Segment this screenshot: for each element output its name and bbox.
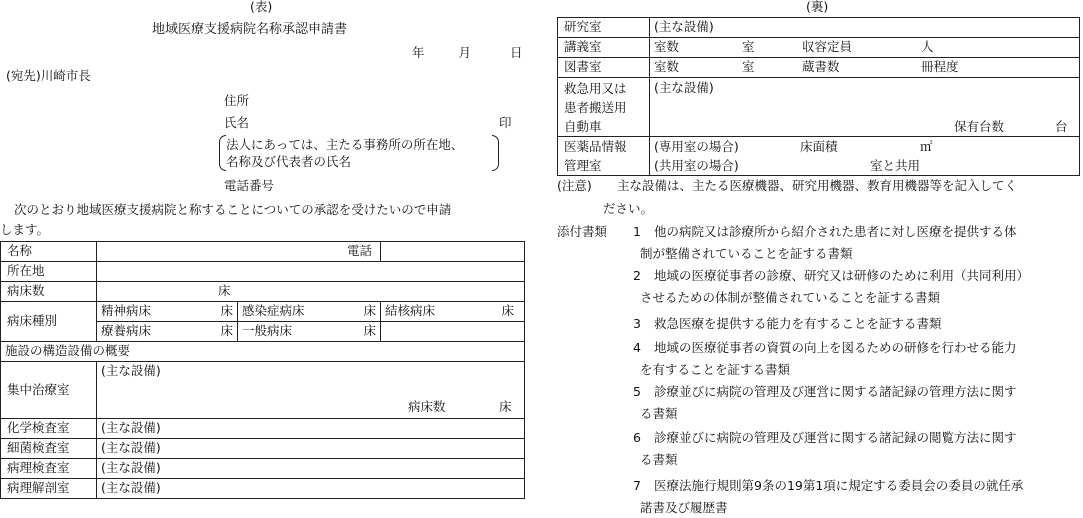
note-line1: 主な設備は、主たる医療機器、研究用機器、教育用機器等を記入してく (617, 178, 1018, 193)
attachment-line2: る書類 (640, 452, 678, 467)
bact-lab-label: 細菌検査室 (1, 439, 97, 459)
date-line (412, 47, 523, 60)
location-label: 所在地 (1, 262, 97, 282)
attachment-line1: 診療並びに病院の管理及び運営に関する諸記録の管理方法に関す (654, 384, 1017, 399)
body-text-line1: 次のとおり地域医療支援病院と称することについての承認を受けたいので申請 (14, 202, 452, 217)
attachment-line2: させるための体制が整備されていることを証する書類 (640, 290, 941, 305)
attachment-number: 4 (633, 340, 641, 355)
icu-beds-unit: 床 (499, 399, 512, 414)
note-line2: ださい。 (603, 201, 654, 216)
chem-lab-label: 化学検査室 (1, 419, 97, 439)
location-cell[interactable] (97, 262, 525, 282)
library-label: 図書室 (558, 58, 650, 78)
ambulance-label: 救急用又は 患者搬送用 自動車 (558, 78, 650, 137)
icu-cell[interactable] (97, 362, 525, 419)
front-table (0, 241, 525, 499)
attachment-line1: 地域の医療従事者の資質の向上を図るための研修を行わせる能力 (654, 340, 1017, 355)
blank-cell (381, 322, 525, 342)
body-text-line2: します。 (0, 222, 50, 237)
lecture-cell[interactable]: 室数 室 収容定員 人 (650, 38, 1080, 58)
drug-info-label: 医薬品情報 管理室 (558, 137, 650, 176)
attachment-line1: 医療法施行規則第9条の19第1項に規定する委員会の委員の就任承 (654, 478, 1024, 493)
ambulance-equipment: (主な設備) (654, 80, 714, 95)
attachment-line2: 制が整備されていることを証する書類 (640, 246, 853, 261)
beds-cell[interactable] (97, 282, 525, 302)
applicant-address: 住所 (224, 93, 250, 108)
addressee: (宛先)川崎市長 (6, 68, 91, 83)
attachment-number: 3 (633, 316, 641, 331)
attachment-line2: を有することを証する書類 (640, 362, 791, 377)
attachment-line2: 諾書及び履歴書 (640, 500, 728, 515)
bed-types-label: 病床種別 (1, 302, 97, 342)
longterm-cell[interactable]: 療養病床 床 (97, 322, 238, 342)
form-title: 地域医療支援病院名称承認申請書 (152, 22, 348, 37)
research-cell[interactable]: (主な設備) (650, 18, 1080, 38)
date-year: 年 (412, 45, 425, 60)
back-side-label: (裏) (806, 0, 829, 14)
attachment-number: 6 (633, 430, 641, 445)
attachment-number: 5 (633, 384, 641, 399)
date-month: 月 (458, 45, 472, 60)
back-table (557, 17, 1080, 176)
phone-label: 電話 (346, 243, 372, 258)
icu-beds-label: 病床数 (408, 399, 446, 414)
autopsy-cell[interactable]: (主な設備) (97, 479, 525, 499)
lecture-label: 講義室 (558, 38, 650, 58)
bed-unit: 床 (218, 283, 231, 299)
attachment-number: 7 (633, 478, 641, 493)
autopsy-label: 病理解剖室 (1, 479, 97, 499)
corp-note-line2: 名称及び代表者の氏名 (226, 154, 352, 169)
icu-equipment: (主な設備) (101, 363, 161, 378)
front-side-label: (表) (250, 0, 273, 14)
icu-label: 集中治療室 (1, 362, 97, 419)
applicant-name: 氏名 (224, 115, 250, 130)
bracket-left (219, 135, 226, 171)
tb-cell[interactable]: 結核病床 床 (381, 302, 525, 322)
chem-lab-cell[interactable]: (主な設備) (97, 419, 525, 439)
ambulance-cell[interactable] (650, 78, 1080, 137)
attachment-line1: 他の病院又は診療所から紹介された患者に対し医療を提供する体 (654, 224, 1017, 239)
infect-cell[interactable]: 感染症病床 床 (238, 302, 381, 322)
name-label: 名称 (1, 242, 97, 262)
note-label: (注意) (557, 178, 592, 193)
general-cell[interactable]: 一般病床 床 (238, 322, 381, 342)
attachment-number: 1 (633, 224, 641, 239)
path-lab-cell[interactable]: (主な設備) (97, 459, 525, 479)
name-cell[interactable] (97, 242, 381, 262)
attachment-line1: 地域の医療従事者の診療、研究又は研修のために利用（共同利用） (654, 268, 1030, 283)
vehicle-unit: 台 (1055, 119, 1068, 134)
research-label: 研究室 (558, 18, 650, 38)
phone-cell[interactable] (381, 242, 525, 262)
owned-count-label: 保有台数 (954, 119, 1005, 134)
applicant-phone: 電話番号 (224, 178, 275, 193)
attachment-line1: 救急医療を提供する能力を有することを証する書類 (654, 316, 942, 331)
beds-label: 病床数 (1, 282, 97, 302)
date-day: 日 (510, 45, 523, 60)
attachments-label: 添付書類 (557, 224, 608, 239)
seal-mark: 印 (499, 115, 512, 130)
bracket-right (492, 135, 499, 171)
drug-info-cell[interactable]: (専用室の場合) 床面積 ㎡ (共用室の場合) 室と共用 (650, 137, 1080, 176)
path-lab-label: 病理検査室 (1, 459, 97, 479)
attachment-number: 2 (633, 268, 641, 283)
bact-lab-cell[interactable]: (主な設備) (97, 439, 525, 459)
attachment-line2: る書類 (640, 406, 678, 421)
library-cell[interactable]: 室数 室 蔵書数 冊程度 (650, 58, 1080, 78)
facility-header: 施設の構造設備の概要 (1, 342, 525, 362)
psych-cell[interactable]: 精神病床 床 (97, 302, 238, 322)
attachment-line1: 診療並びに病院の管理及び運営に関する諸記録の閲覧方法に関す (654, 430, 1017, 445)
corp-note-line1: 法人にあっては、主たる事務所の所在地、 (226, 137, 464, 152)
